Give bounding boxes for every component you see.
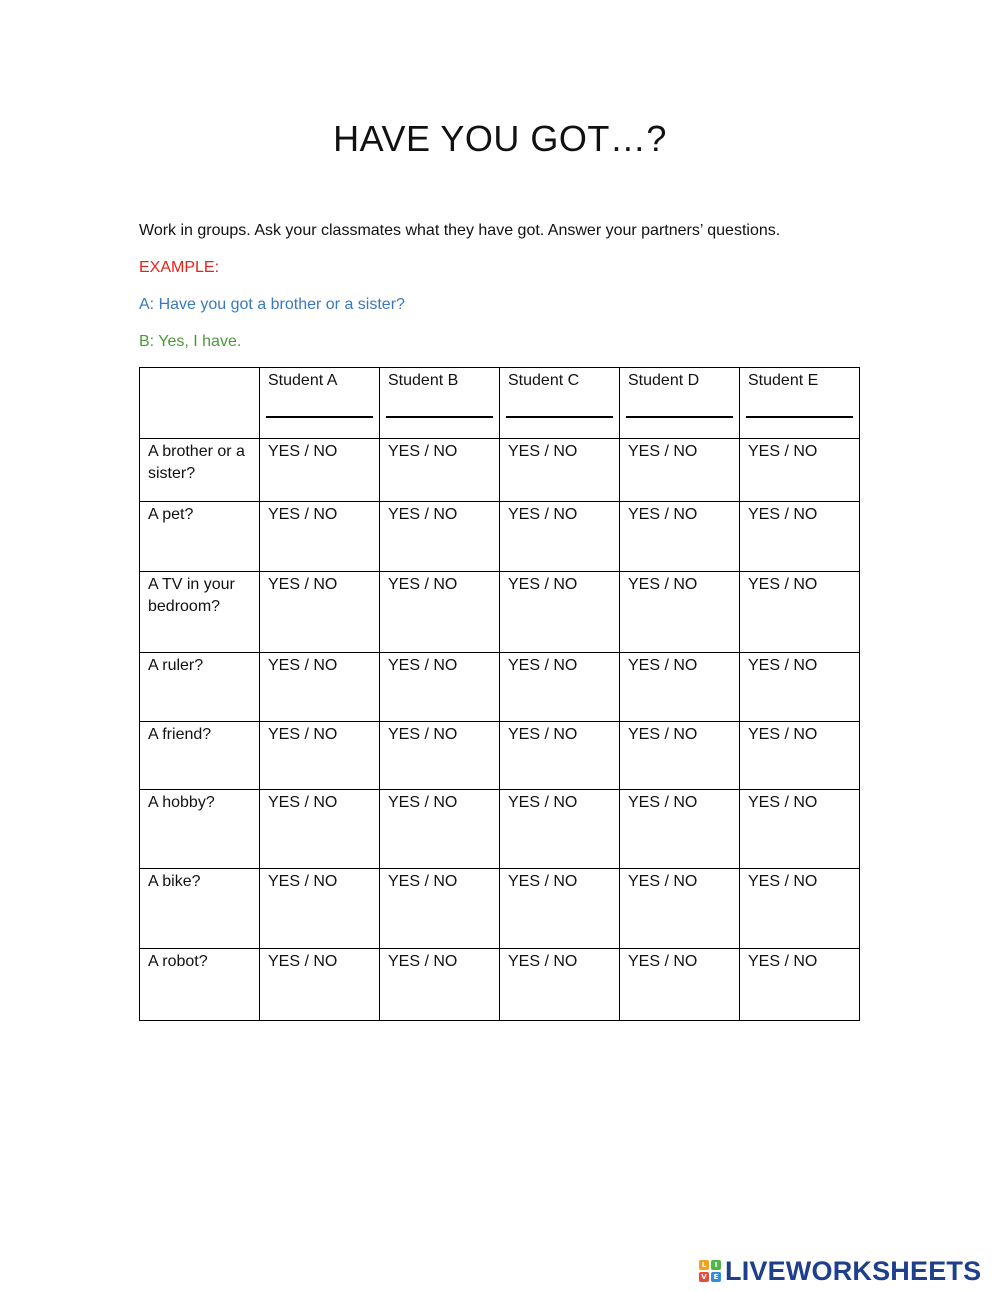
answer-cell[interactable]: YES / NO (260, 949, 380, 1021)
answer-cell[interactable]: YES / NO (380, 949, 500, 1021)
question-cell: A ruler? (140, 653, 260, 722)
question-cell: A hobby? (140, 790, 260, 869)
answer-cell[interactable]: YES / NO (500, 502, 620, 572)
table-row (140, 949, 860, 1021)
answer-cell[interactable]: YES / NO (500, 722, 620, 790)
example-question: A: Have you got a brother or a sister? (139, 296, 405, 313)
answer-cell[interactable]: YES / NO (380, 653, 500, 722)
answer-cell[interactable]: YES / NO (380, 572, 500, 653)
question-cell: A robot? (140, 949, 260, 1021)
answer-cell[interactable]: YES / NO (620, 949, 740, 1021)
answer-cell[interactable]: YES / NO (740, 502, 860, 572)
example-label: EXAMPLE: (139, 259, 220, 276)
survey-table (139, 367, 860, 1021)
answer-cell[interactable]: YES / NO (740, 572, 860, 653)
answer-cell[interactable]: YES / NO (260, 439, 380, 502)
answer-cell[interactable]: YES / NO (740, 653, 860, 722)
question-cell: A brother or a sister? (140, 439, 260, 502)
logo-mark-letter: L (699, 1260, 709, 1270)
answer-cell[interactable]: YES / NO (260, 869, 380, 949)
page-title: HAVE YOU GOT…? (333, 118, 667, 159)
table-row (140, 722, 860, 790)
table-row (140, 869, 860, 949)
answer-cell[interactable]: YES / NO (620, 502, 740, 572)
logo-mark-letter: E (711, 1272, 721, 1282)
question-cell: A bike? (140, 869, 260, 949)
header-empty-cell (140, 368, 260, 439)
liveworksheets-logo (699, 1256, 981, 1286)
header-label: Student A (268, 372, 338, 389)
table-row (140, 653, 860, 722)
question-cell: A friend? (140, 722, 260, 790)
answer-cell[interactable]: YES / NO (380, 722, 500, 790)
answer-cell[interactable]: YES / NO (500, 572, 620, 653)
table-row (140, 502, 860, 572)
answer-cell[interactable]: YES / NO (500, 790, 620, 869)
answer-cell[interactable]: YES / NO (620, 869, 740, 949)
table-header-row (140, 368, 860, 439)
logo-mark-letter: V (699, 1272, 709, 1282)
question-cell: A pet? (140, 502, 260, 572)
answer-cell[interactable]: YES / NO (500, 869, 620, 949)
instructions-text: Work in groups. Ask your classmates what they have got. Answer your partners’ questions. (139, 222, 781, 239)
header-label: Student B (388, 372, 459, 389)
answer-cell[interactable]: YES / NO (620, 790, 740, 869)
answer-cell[interactable]: YES / NO (740, 439, 860, 502)
header-student-b (380, 368, 500, 439)
name-blank-line[interactable] (386, 416, 493, 418)
name-blank-line[interactable] (506, 416, 613, 418)
name-blank-line[interactable] (746, 416, 853, 418)
answer-cell[interactable]: YES / NO (260, 502, 380, 572)
header-label: Student C (508, 372, 580, 389)
answer-cell[interactable]: YES / NO (380, 439, 500, 502)
answer-cell[interactable]: YES / NO (500, 653, 620, 722)
answer-cell[interactable]: YES / NO (260, 572, 380, 653)
answer-cell[interactable]: YES / NO (380, 502, 500, 572)
logo-mark-icon (699, 1260, 721, 1282)
answer-cell[interactable]: YES / NO (260, 653, 380, 722)
answer-cell[interactable]: YES / NO (740, 790, 860, 869)
name-blank-line[interactable] (266, 416, 373, 418)
answer-cell[interactable]: YES / NO (380, 869, 500, 949)
logo-mark-letter: I (711, 1260, 721, 1270)
answer-cell[interactable]: YES / NO (380, 790, 500, 869)
answer-cell[interactable]: YES / NO (500, 949, 620, 1021)
header-student-c (500, 368, 620, 439)
answer-cell[interactable]: YES / NO (500, 439, 620, 502)
header-student-a (260, 368, 380, 439)
answer-cell[interactable]: YES / NO (740, 949, 860, 1021)
table-row (140, 790, 860, 869)
answer-cell[interactable]: YES / NO (260, 722, 380, 790)
answer-cell[interactable]: YES / NO (260, 790, 380, 869)
question-cell: A TV in your bedroom? (140, 572, 260, 653)
answer-cell[interactable]: YES / NO (740, 722, 860, 790)
answer-cell[interactable]: YES / NO (620, 653, 740, 722)
header-student-e (740, 368, 860, 439)
name-blank-line[interactable] (626, 416, 733, 418)
answer-cell[interactable]: YES / NO (620, 439, 740, 502)
table-row (140, 439, 860, 502)
answer-cell[interactable]: YES / NO (620, 722, 740, 790)
header-label: Student E (748, 372, 819, 389)
example-answer: B: Yes, I have. (139, 333, 242, 350)
answer-cell[interactable]: YES / NO (620, 572, 740, 653)
table-row (140, 572, 860, 653)
header-student-d (620, 368, 740, 439)
logo-text: LIVEWORKSHEETS (725, 1255, 982, 1286)
answer-cell[interactable]: YES / NO (740, 869, 860, 949)
header-label: Student D (628, 372, 700, 389)
